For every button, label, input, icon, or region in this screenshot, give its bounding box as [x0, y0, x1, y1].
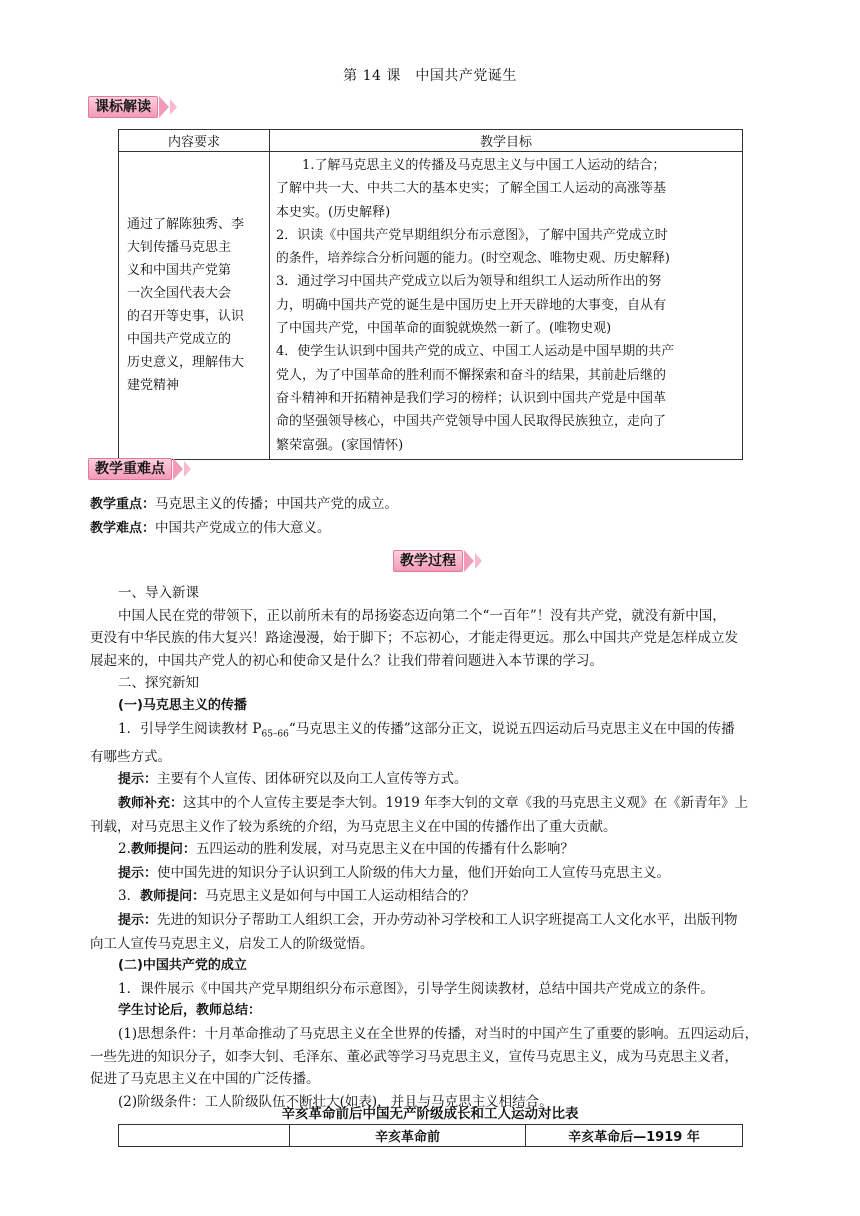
banner-arrow-icon	[170, 99, 177, 115]
condition-1-line3: 促进了马克思主义在中国的广泛传播。	[90, 1071, 320, 1088]
goal-line: 奋斗精神和开拓精神是我们学习的榜样；认识到中国共产党是中国革	[276, 390, 667, 406]
goal-line: 了解中共一大、中共二大的基本史实；了解全国工人运动的高涨等基	[276, 181, 667, 197]
content-line: 中国共产党成立的	[127, 332, 232, 348]
comparison-header-blank	[119, 1125, 290, 1147]
goal-line: 4．使学生认识到中国共产党的成立、中国工人运动是中国早期的共产	[276, 344, 675, 360]
content-line: 的召开等史事，认识	[127, 309, 245, 325]
teaching-process-block	[90, 582, 772, 1113]
content-line: 建党精神	[127, 378, 180, 394]
hint-3: 先进的知识分子帮助工人组织工会，开办劳动补习学校和工人识字班提高工人文化水平，出版刊物	[157, 912, 738, 928]
goal-line: 2．识读《中国共产党早期组织分布示意图》，了解中国共产党成立时	[276, 227, 668, 243]
goal-line: 3．通过学习中国共产党成立以后为领导和组织工人运动所作出的努	[276, 274, 662, 290]
banner-arrow-icon	[173, 458, 183, 480]
summary-label: 学生讨论后，教师总结：	[118, 1003, 262, 1019]
curriculum-table	[118, 129, 743, 460]
intro-line: 中国人民在党的带领下，正以前所未有的昂扬姿态迈向第二个“一百年”！没有共产党，就没有新中国，	[118, 607, 726, 624]
question-4: 1．课件展示《中国共产党早期组织分布示意图》，引导学生阅读教材，总结中国共产党成立的条件。	[118, 980, 714, 997]
comparison-table-caption: 辛亥革命前后中国无产阶级成长和工人运动对比表	[281, 1106, 579, 1122]
section-banner-process	[393, 550, 482, 572]
banner-arrow-icon	[475, 553, 482, 569]
goal-line: 力，明确中国共产党的诞生是中国历史上开天辟地的大事变，自从有	[276, 297, 667, 313]
goal-line: 繁荣富强。(家国情怀)	[276, 437, 404, 453]
content-line: 大钊传播马克思主	[127, 240, 232, 256]
intro-line: 更没有中华民族的伟大复兴！路途漫漫，始于脚下；不忘初心，才能走得更远。那么中国共产党是怎样成立发	[90, 630, 738, 647]
section-banner-label: 课标解读	[88, 96, 158, 118]
question-1-line2: 有哪些方式。	[90, 748, 171, 765]
goal-line: 命的坚强领导核心，中国共产党领导中国人民取得民族独立，走向了	[276, 414, 667, 430]
hint-label: 提示：	[118, 772, 158, 788]
page-range: 65–66	[261, 729, 289, 740]
hint-3-line2: 向工人宣传马克思主义，启发工人的阶级觉悟。	[90, 935, 374, 952]
teacher-add-text: 这其中的个人宣传主要是李大钊。1919 年李大钊的文章《我的马克思主义观》在《新青年》上	[183, 795, 749, 812]
teacher-ask-label: 教师提问：	[130, 842, 196, 858]
content-line: 义和中国共产党第	[127, 263, 232, 279]
goal-line: 的条件，培养综合分析问题的能力。(时空观念、唯物史观、历史解释)	[276, 251, 670, 267]
banner-arrow-icon	[184, 461, 191, 477]
hint-label: 提示：	[118, 865, 158, 881]
teacher-add-line2: 刊载，对马克思主义作了较为系统的介绍，为马克思主义在中国的传播作出了重大贡献。	[90, 818, 617, 835]
question-1: 1．引导学生阅读教材 P	[118, 720, 262, 737]
section-banner-label: 教学重难点	[88, 458, 172, 480]
intro-line: 展起来的，中国共产党人的初心和使命又是什么？让我们带着问题进入本节课的学习。	[90, 652, 603, 669]
question-2: 五四运动的胜利发展，对马克思主义在中国的传播有什么影响？	[195, 841, 574, 858]
banner-arrow-icon	[464, 550, 474, 572]
hint-label: 提示：	[118, 913, 158, 928]
subsection-title: (一)马克思主义的传播	[118, 697, 247, 713]
goal-line: 党人，为了中国革命的胜利而不懈探索和奋斗的结果，其前赴后继的	[276, 367, 667, 383]
section-banner-label: 教学过程	[393, 550, 463, 572]
key-points-block	[90, 493, 772, 540]
subsection-title: (二)中国共产党的成立	[118, 958, 247, 974]
question-3-num: 3．	[118, 888, 141, 905]
teacher-add-label: 教师补充：	[118, 796, 184, 812]
teacher-ask-label: 教师提问：	[140, 889, 206, 905]
banner-arrow-icon	[159, 96, 169, 118]
page-title: 第 14 课 中国共产党诞生	[343, 68, 517, 84]
condition-1-line2: 一些先进的知识分子，如李大钊、毛泽东、董必武等学习马克思主义，宣传马克思主义，成为马克思主义者，	[90, 1048, 738, 1065]
table-header-content: 内容要求	[119, 130, 270, 152]
content-line: 通过了解陈独秀、李	[127, 217, 245, 233]
difficulty-label: 教学难点：	[90, 520, 156, 536]
part1-title: 一、导入新课	[118, 585, 199, 601]
hint-1: 主要有个人宣传、团体研究以及向工人宣传等方式。	[157, 771, 468, 788]
goal-line: 本史实。(历史解释)	[276, 204, 391, 220]
goal-line: 了中国共产党，中国革命的面貌就焕然一新了。(唯物史观)	[276, 321, 612, 337]
comparison-table	[118, 1124, 743, 1147]
question-3: 马克思主义是如何与中国工人运动相结合的？	[205, 888, 476, 905]
table-header-goal: 教学目标	[270, 130, 743, 152]
section-banner-key-points	[88, 458, 191, 480]
part2-title: 二、探究新知	[118, 675, 199, 692]
question-2-num: 2.	[118, 841, 131, 858]
comparison-header-before: 辛亥革命前	[290, 1125, 526, 1147]
difficulty-text: 中国共产党成立的伟大意义。	[155, 519, 331, 536]
content-requirement-cell	[119, 152, 270, 460]
condition-1: (1)思想条件：十月革命推动了马克思主义在全世界的传播，对当时的中国产生了重要的影响。五四运动后，	[118, 1025, 759, 1042]
question-1-cont: “马克思主义的传播”这部分正文，说说五四运动后马克思主义在中国的传播	[288, 720, 735, 737]
goal-line: 1.了解马克思主义的传播及马克思主义与中国工人运动的结合；	[276, 158, 666, 173]
hint-2: 使中国先进的知识分子认识到工人阶级的伟大力量，他们开始向工人宣传马克思主义。	[157, 864, 671, 881]
focus-label: 教学重点：	[90, 497, 156, 512]
teaching-goal-cell	[270, 152, 743, 460]
section-banner-curriculum	[88, 96, 177, 118]
condition-2: (2)阶级条件：工人阶级队伍不断壮大(如表)，并且与马克思主义相结合。	[118, 1093, 553, 1110]
focus-text: 马克思主义的传播；中国共产党的成立。	[155, 496, 399, 512]
content-line: 历史意义，理解伟大	[127, 355, 245, 371]
comparison-header-after: 辛亥革命后—1919 年	[526, 1125, 743, 1147]
content-line: 一次全国代表大会	[127, 286, 232, 302]
